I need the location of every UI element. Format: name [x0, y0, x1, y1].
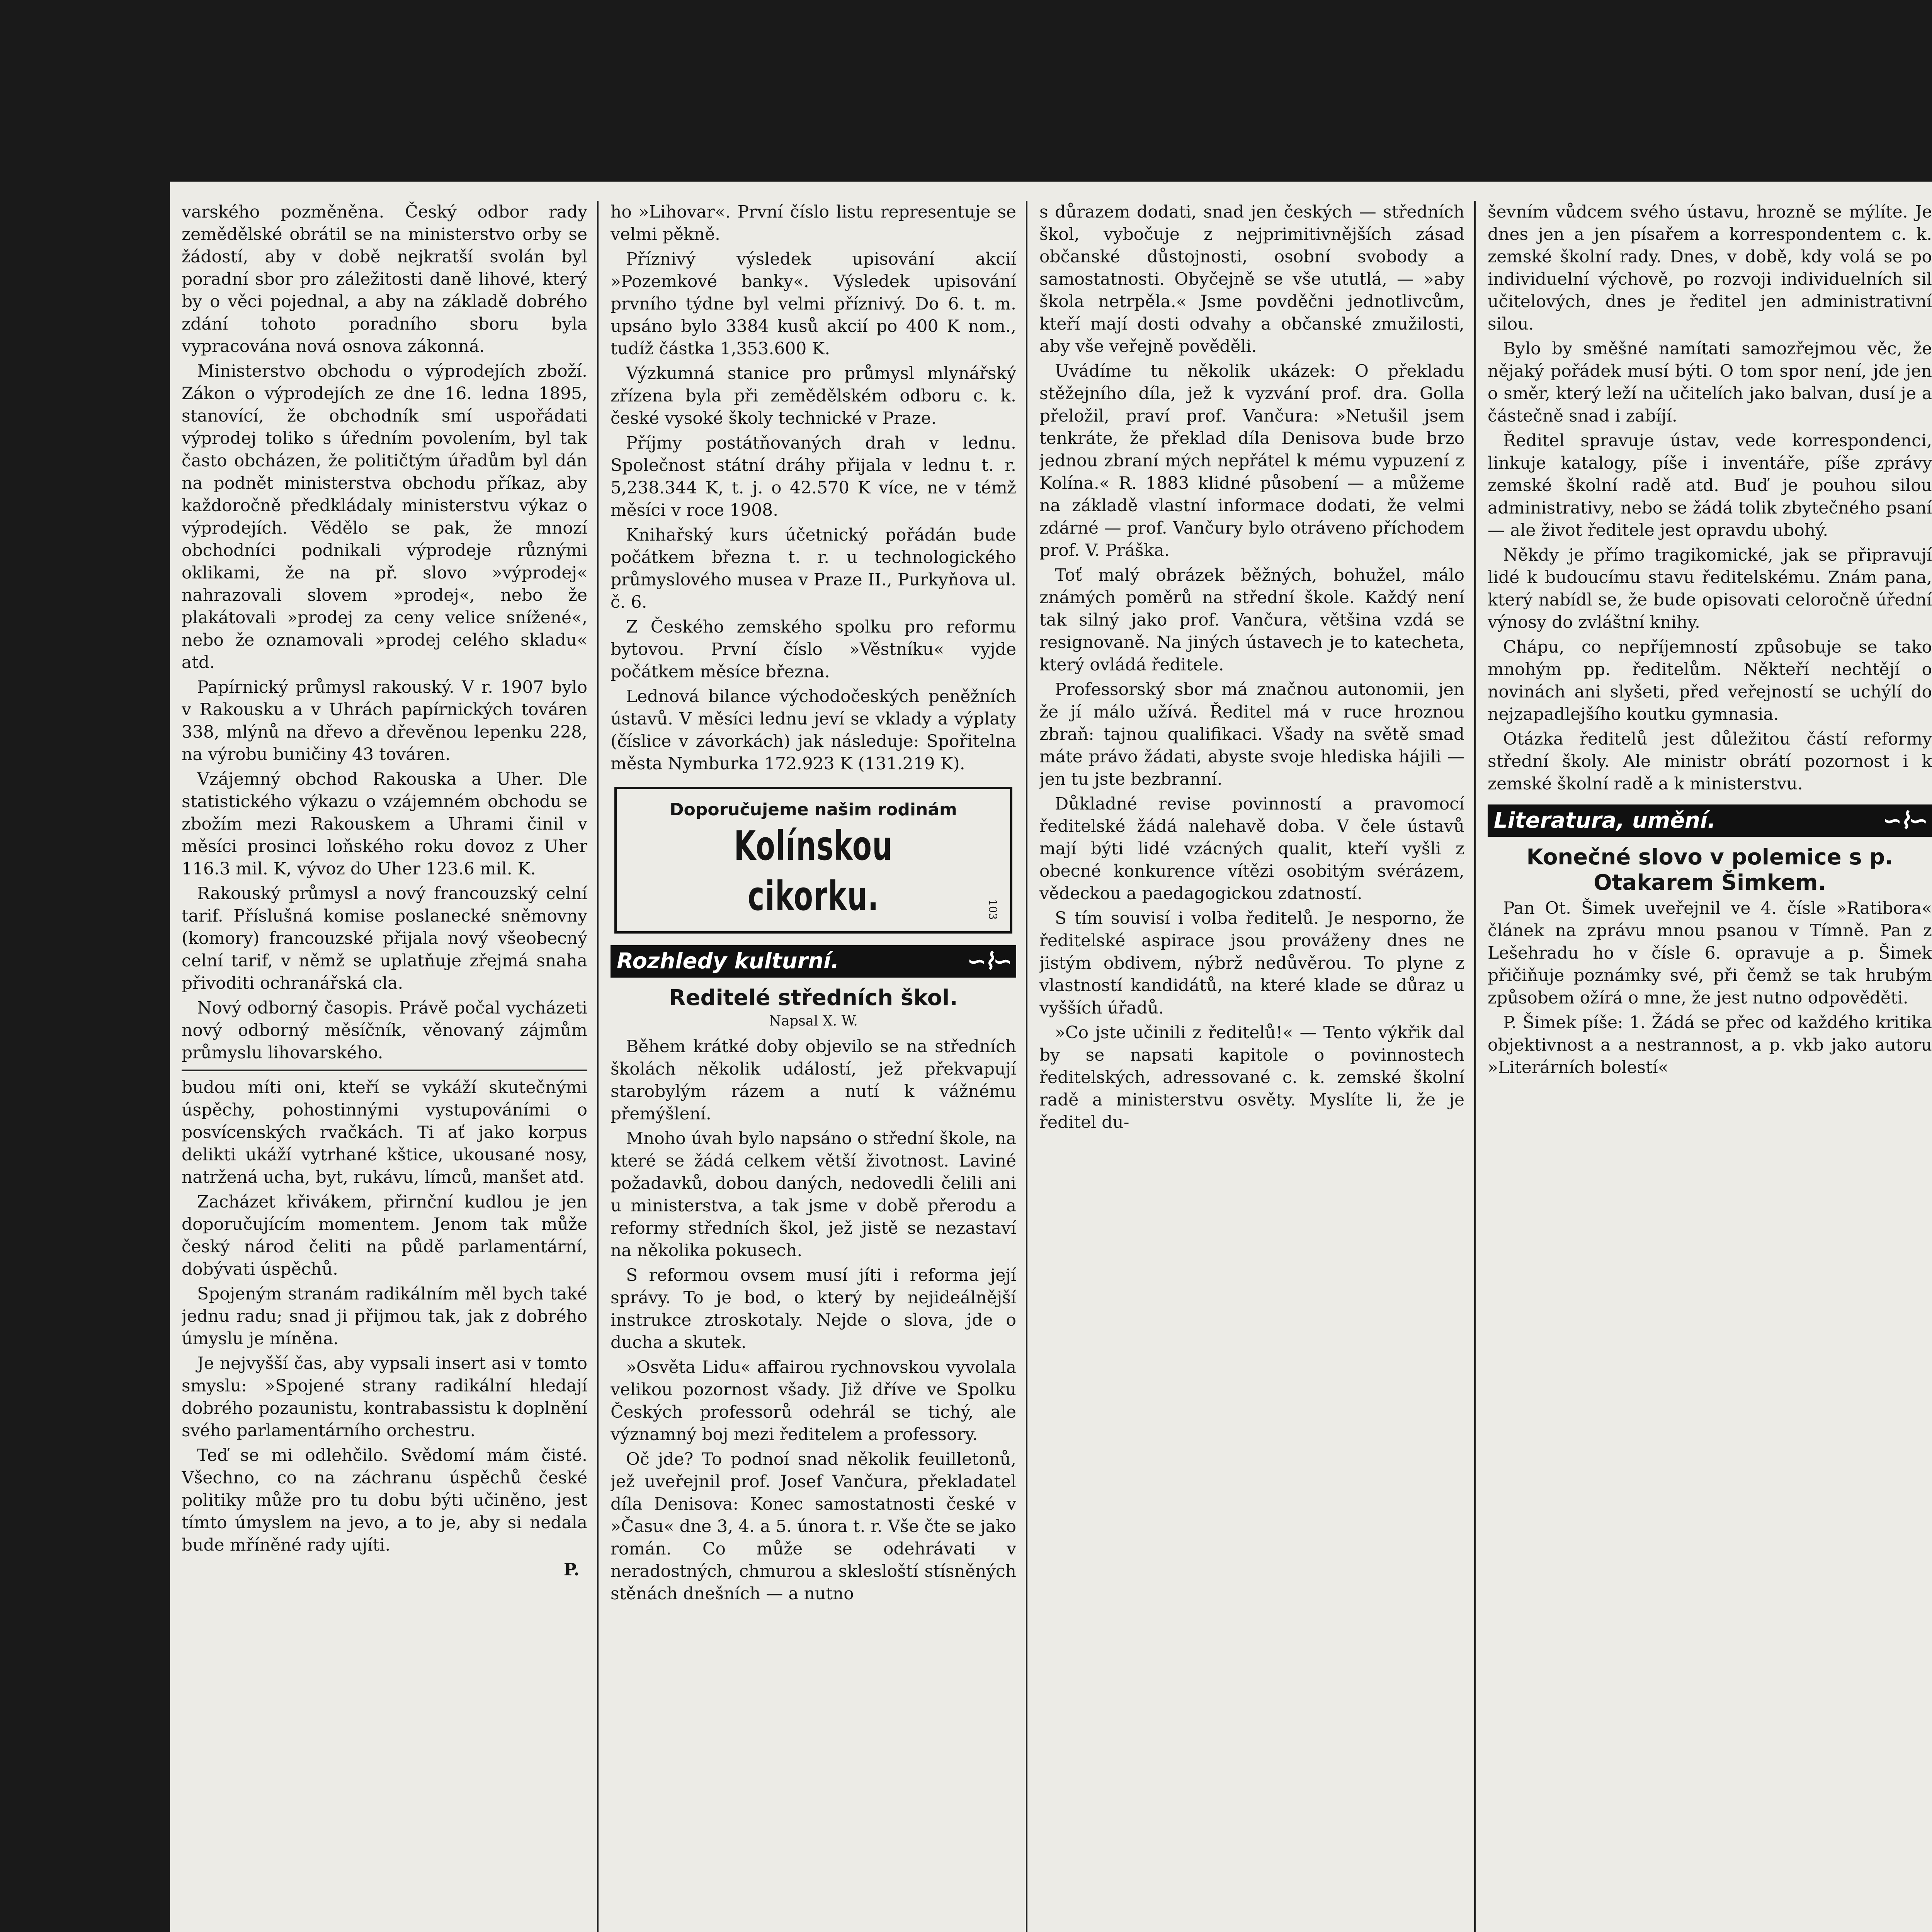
column-2	[611, 201, 1016, 1932]
paragraph: ho »Lihovar«. První číslo listu representuje se velmi pěkně.	[611, 202, 1016, 244]
paragraph: Příjmy postátňovaných drah v lednu. Společnost státní dráhy přijala v lednu t. r. 5,238.344 K, t. j. o 42.570 K více, ne v témž měsíci v roce 1908.	[611, 433, 1016, 520]
section-header-culture	[611, 945, 1016, 978]
paragraph: Chápu, co nepříjemností způsobuje se tako mnohým pp. ředitelům. Někteří nechtějí o novinách ani slyšeti, před veřejností se uchýlí do nejzapadlejšího koutku gymnasia.	[1488, 637, 1932, 724]
paragraph: P. Šimek píše: 1. Žádá se přec od každého kritika objektivnost a a nestrannost, a p. vkb jako autoru »Literárních bolestí«	[1488, 1013, 1932, 1077]
article-title: Konečné slovo v polemice s p. Otakarem Šimkem.	[1526, 845, 1893, 895]
paragraph: Ředitel spravuje ústav, vede korrespondenci, linkuje katalogy, píše i inventáře, píše zprávy zemské školní radě atd. Buď je pouhou silou administrativy, nebo se žádá tolik zbytečného psaní — ale život ředitele jest opravdu ubohý.	[1488, 431, 1932, 540]
paragraph: Zacházet křivákem, přirnční kudlou je jen doporučujícím momentem. Jenom tak může český národ čeliti na půdě parlamentární, dobývati úspěchů.	[182, 1192, 587, 1279]
paragraph: ševním vůdcem svého ústavu, hrozně se mýlíte. Je dnes jen a jen písařem a korrespondentem c. k. zemské školní rady. Dnes, v době, kdy volá se po individuelní výchově, po rozvoji individuelních sil učitelových, dnes je ředitel jen administrativní silou.	[1488, 202, 1932, 334]
paragraph: Důkladné revise povinností a pravomocí ředitelské žádá nalehavě doba. V čele ústavů mají býti lidé vzácných qualit, kteří vyšli z obecné konkurence vítězi osobitým svérázem, vědeckou a paedagogickou zdatností.	[1039, 794, 1464, 903]
advertisement-box	[614, 787, 1012, 934]
flourish-icon: ∽⌇∽	[967, 948, 1010, 975]
column-1	[182, 201, 587, 1932]
newspaper-page	[170, 182, 1932, 1932]
section-title: Literatura, umění.	[1494, 808, 1716, 833]
paragraph: S tím souvisí i volba ředitelů. Je nesporno, že ředitelské aspirace jsou prováženy dnes ne jistým obdivem, nýbrž nedůvěrou. To plyne z vlastností kandidátů, na které klade se důraz u vyšších úřadů.	[1039, 908, 1464, 1018]
paragraph: Pan Ot. Šimek uveřejnil ve 4. čísle »Ratibora« článek na zprávu mnou psanou v Tímně. Pan z Lešehradu ho v čísle 6. opravuje a p. Šimek přičiňuje poznámky své, při čemž se tak hrubým způsobem ožírá o mne, že jest nutno odpověděti.	[1488, 898, 1932, 1008]
paragraph: Professorský sbor má značnou autonomii, jen že jí málo užívá. Ředitel má v ruce hroznou zbraň: tajnou qualifikaci. Všady na světě smad máte právo žádati, abyste svoje hlediska hájili — jen tu jste bezbranní.	[1039, 680, 1464, 789]
paragraph: »Co jste učinili z ředitelů!« — Tento výkřik dal by se napsati kapitole o povinnostech ředitelských, adressované c. k. zemské školní radě a ministerstvu osvěty. Myslíte li, že je ředitel du-	[1039, 1023, 1464, 1132]
article-byline: Napsal X. W.	[769, 1013, 858, 1029]
paragraph: Mnoho úvah bylo napsáno o střední škole, na které se žádá celkem větší životnost. Laviné požadavků, dobou daných, nedovedli čelili ani u ministerstva, a tak jsme v době přerodu a reformy středních škol, jež jistě se nezastaví na několika pokusech.	[611, 1129, 1016, 1260]
section-header-literature	[1488, 804, 1932, 837]
paragraph: Je nejvyšší čas, aby vypsali insert asi v tomto smyslu: »Spojené strany radikální hledají dobrého pozaunistu, kontrabassistu k doplnění svého parlamentárního orchestru.	[182, 1354, 587, 1440]
divider	[182, 1070, 587, 1071]
paragraph: Vzájemný obchod Rakouska a Uher. Dle statistického výkazu o vzájemném obchodu se zbožím mezi Rakouskem a Uhrami činil v měsíci prosinci loňského roku dovoz z Uher 116.3 mil. K, vývoz do Uher 123.6 mil. K.	[182, 769, 587, 879]
column-rule	[597, 201, 599, 1932]
column-4	[1488, 201, 1932, 1932]
advertisement-mark: 103	[986, 899, 999, 920]
paragraph: Spojeným stranám radikálním měl bych také jednu radu; snad ji přijmou tak, jak z dobrého úmyslu je míněna.	[182, 1284, 587, 1349]
advertisement-top-line: Doporučujeme našim rodinám	[670, 800, 957, 820]
paragraph: »Osvěta Lidu« affairou rychnovskou vyvolala velikou pozornost všady. Již dříve ve Spolku Českých professorů odehrál se tichý, ale významný boj mezi ředitelem a professory.	[611, 1357, 1016, 1444]
paragraph: Nový odborný časopis. Právě počal vycházeti nový odborný měsíčník, věnovaný zájmům průmyslu lihovarského.	[182, 998, 587, 1063]
paragraph: Příznivý výsledek upisování akcií »Pozemkové banky«. Výsledek upisování prvního týdne byl velmi příznivý. Do 6. t. m. upsáno bylo 3384 kusů akcií po 400 K nom., tudíž částka 1,353.600 K.	[611, 249, 1016, 359]
paragraph: Během krátké doby objevilo se na středních školách několik událostí, jež překvapují starobylým rázem a nutí k vážnému přemýšlení.	[611, 1037, 1016, 1124]
paragraph: Někdy je přímo tragikomické, jak se připravují lidé k budoucímu stavu ředitelskému. Znám pana, který nabídl se, že bude opisovati celoročně úřední výnosy do zvláštní knihy.	[1488, 545, 1932, 632]
paragraph: Bylo by směšné namítati samozřejmou věc, že nějaký pořádek musí býti. O tom spor není, jde jen o směr, který leží na učitelích jako balvan, dusí je a částečně snad i zabíjí.	[1488, 339, 1932, 426]
paragraph: Lednová bilance východočeských peněžních ústavů. V měsíci lednu jeví se vklady a výplaty (číslice v závorkách) jak následuje: Spořitelna města Nymburka 172.923 K (131.219 K).	[611, 687, 1016, 774]
paragraph: varského pozměněna. Český odbor rady zemědělské obrátil se na ministerstvo orby se žádostí, aby v době nejkratší svolán byl poradní sbor pro záležitosti daně lihové, který by o věci pojednal, a aby na základě dobrého zdání tohoto poradního sboru byla vypracována nová osnova zákonná.	[182, 202, 587, 356]
paragraph: Knihařský kurs účetnický pořádán bude počátkem března t. r. u technologického průmyslového musea v Praze II., Purkyňova ul. č. 6.	[611, 525, 1016, 612]
paragraph: Uvádíme tu několik ukázek: O překladu stěžejního díla, jež k vyzvání prof. dra. Golla přeložil, praví prof. Vančura: »Netušil jsem tenkráte, že překlad díla Denisova bude brzo jednou zbraní mých nepřátel k mému vypuzení z Kolína.« R. 1883 klidné působení — a můžeme na základě vlastní informace dodati, že velmi zdárné — prof. Vančury bylo otráveno příchodem prof. V. Práška.	[1039, 361, 1464, 560]
paragraph: Ministerstvo obchodu o výprodejích zboží. Zákon o výprodejích ze dne 16. ledna 1895, stanovící, že obchodník smí uspořádati výprodej toliko s úředním povolením, byl tak často obcházen, že političtým úřadům byl dán na podnět ministerstva obchodu příkaz, aby každoročně předkládaly ministerstvu výkaz o výprodejích. Vědělo se pak, že mnozí obchodníci podnikali výprodeje různými oklikami, že na př. slovo »výprodej« nahrazovali slovem »prodej«, nebo že plakátovali »prodej za ceny velice snížené«, nebo že oznamovali »prodej celého skladu« atd.	[182, 361, 587, 672]
column-rule	[1026, 201, 1027, 1932]
advertisement-headline: Kolínskou cikorku.	[734, 822, 893, 920]
paragraph: Toť malý obrázek běžných, bohužel, málo známých poměrů na střední škole. Každý není tak silný jako prof. Vančura, většina vzdá se resignovaně. Na jiných ústavech je to katecheta, který ovládá ředitele.	[1039, 565, 1464, 675]
column-3	[1039, 201, 1464, 1932]
paragraph: Výzkumná stanice pro průmysl mlynářský zřízena byla při zemědělském odboru c. k. české vysoké školy technické v Praze.	[611, 364, 1016, 428]
paragraph: s důrazem dodati, snad jen českých — středních škol, vybočuje z nejprimitivnějších zásad občanské důstojnosti, osobní svobody a samostatnosti. Obyčejně se vše ututlá, — »aby škola netrpěla.« Jsme povděčni jednotlivcům, kteří mají dosti odvahy a občanské zmužilosti, aby vše veřejně pověděli.	[1039, 202, 1464, 356]
section-title: Rozhledy kulturní.	[617, 949, 839, 974]
article-title: Reditelé středních škol.	[669, 985, 958, 1010]
signature: P.	[563, 1560, 580, 1580]
paragraph: Oč jde? To podnoí snad několik feuilletonů, jež uveřejnil prof. Josef Vančura, překladatel díla Denisova: Konec samostatnosti české v »Času« dne 3, 4. a 5. února t. r. Vše čte se jako román. Co může se odehrávati v neradostných, chmurou a sklesloští stísněných stěnách dnešních — a nutno	[611, 1449, 1016, 1604]
paragraph: budou míti oni, kteří se vykáží skutečnými úspěchy, pohostinnými vystupováními o posvícenských rvačkách. Ti ať jako korpus delikti ukáží vytrhané kštice, ukousané nosy, natržená ucha, byt, rukávu, límců, manšet atd.	[182, 1078, 587, 1187]
paragraph: Z Českého zemského spolku pro reformu bytovou. První číslo »Věstníku« vyjde počátkem měsíce března.	[611, 617, 1016, 682]
paragraph: S reformou ovsem musí jíti i reforma její správy. To je bod, o který by nejideálnější instrukce ztroskotaly. Nejde o slova, jde o ducha a skutek.	[611, 1265, 1016, 1352]
flourish-icon: ∽⌇∽	[1883, 807, 1926, 834]
paragraph: Otázka ředitelů jest důležitou částí reformy střední školy. Ale ministr obrátí pozornost i k zemské školní radě a k ministerstvu.	[1488, 729, 1932, 794]
paragraph: Rakouský průmysl a nový francouzský celní tarif. Příslušná komise poslanecké sněmovny (komory) francouzské přijala nový všeobecný celní tarif, v němž se uplatňuje zřejmá snaha přivoditi ochranářská cla.	[182, 884, 587, 993]
column-rule	[1474, 201, 1476, 1932]
paragraph: Papírnický průmysl rakouský. V r. 1907 bylo v Rakousku a v Uhrách papírnických továren 338, mlýnů na dřevo a dřevěnou lepenku 228, na výrobu buničiny 43 továren.	[182, 677, 587, 764]
paragraph: Teď se mi odlehčilo. Svědomí mám čisté. Všechno, co na záchranu úspěchů české politiky může pro tu dobu býti učiněno, jest tímto úmyslem na jevo, a to je, aby si nedala bude mříněné rady ujíti.	[182, 1446, 587, 1555]
